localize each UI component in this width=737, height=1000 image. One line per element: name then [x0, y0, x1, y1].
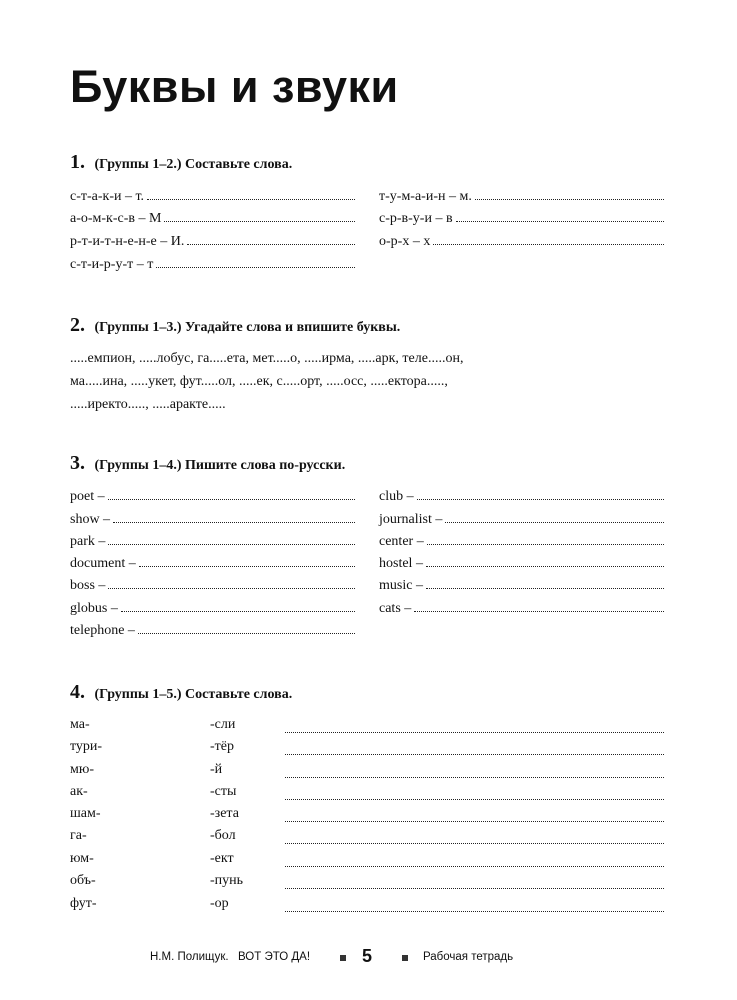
ex3-right-item-1[interactable]: club – [379, 485, 664, 507]
exercise-1-header [70, 151, 292, 174]
ex4-syllable-start-1: ма- [70, 717, 90, 732]
exercise-4-instruction: (Группы 1–5.) Составьте слова. [94, 687, 293, 702]
page-footer [0, 946, 737, 970]
ex1-left-item-1[interactable]: с-т-а-к-и – т. [70, 185, 355, 207]
ex4-syllable-start-7: юм- [70, 851, 94, 866]
ex4-answer-line-8[interactable] [285, 874, 664, 889]
ex3-right-item-4[interactable]: hostel – [379, 552, 664, 574]
ex4-answer-line-9[interactable] [285, 897, 664, 912]
ex1-right-item-3[interactable]: о-р-х – х [379, 230, 664, 252]
ex2-line-2[interactable]: ма.....ина, .....укет, фут.....ол, .....ек, с.....орт, .....осс, .....ектора....., [70, 374, 448, 389]
ex4-syllable-start-9: фут- [70, 896, 97, 911]
ex3-right-item-2[interactable]: journalist – [379, 508, 664, 530]
footer-separator-right [402, 955, 408, 961]
exercise-1-instruction: (Группы 1–2.) Составьте слова. [94, 157, 293, 172]
ex3-left-item-4[interactable]: document – [70, 552, 355, 574]
exercise-2-instruction: (Группы 1–3.) Угадайте слова и впишите буквы. [94, 320, 401, 335]
ex4-syllable-start-5: шам- [70, 806, 101, 821]
ex1-left-item-4[interactable]: с-т-и-р-у-т – т [70, 253, 355, 275]
ex4-syllable-end-1: -сли [210, 717, 236, 732]
ex3-left-item-1[interactable]: poet – [70, 485, 355, 507]
ex3-right-item-6[interactable]: cats – [379, 597, 664, 619]
ex3-left-item-3[interactable]: park – [70, 530, 355, 552]
exercise-1-number: 1. [70, 151, 85, 173]
ex4-syllable-end-3: -й [210, 762, 223, 777]
page-title: Буквы и звуки [70, 61, 399, 112]
ex1-left-item-3[interactable]: р-т-и-т-н-е-н-е – И. [70, 230, 355, 252]
ex4-syllable-start-6: га- [70, 828, 87, 843]
footer-author: Н.М. Полищук. [150, 951, 229, 963]
ex4-syllable-end-8: -пунь [210, 873, 244, 888]
exercise-4-header [70, 681, 292, 704]
footer-separator-left [340, 955, 346, 961]
ex4-syllable-end-9: -ор [210, 896, 229, 911]
ex4-syllable-start-4: ак- [70, 784, 88, 799]
ex3-right-item-3[interactable]: center – [379, 530, 664, 552]
page-number: 5 [362, 946, 373, 966]
exercise-2-header [70, 314, 400, 337]
ex2-line-3[interactable]: .....иректо....., .....аракте..... [70, 397, 226, 412]
exercise-3-number: 3. [70, 452, 85, 474]
ex4-syllable-end-2: -тёр [210, 739, 234, 754]
ex4-syllable-start-2: тури- [70, 739, 103, 754]
ex4-syllable-end-7: -ект [210, 851, 234, 866]
ex4-answer-line-7[interactable] [285, 852, 664, 867]
ex4-answer-line-3[interactable] [285, 763, 664, 778]
ex4-answer-line-6[interactable] [285, 829, 664, 844]
footer-book-title: ВОТ ЭТО ДА! [238, 951, 311, 963]
ex4-syllable-end-6: -бол [210, 828, 236, 843]
ex1-left-item-2[interactable]: а-о-м-к-с-в – М [70, 207, 355, 229]
ex4-syllable-start-8: объ- [70, 873, 96, 888]
ex4-answer-line-1[interactable] [285, 718, 664, 733]
footer-subtitle: Рабочая тетрадь [423, 951, 514, 963]
ex4-syllable-end-5: -зета [210, 806, 239, 821]
ex1-right-item-1[interactable]: т-у-м-а-и-н – м. [379, 185, 664, 207]
ex4-answer-line-4[interactable] [285, 785, 664, 800]
ex1-right-item-2[interactable]: с-р-в-у-и – в [379, 207, 664, 229]
exercise-3-header [70, 452, 345, 475]
exercise-3-instruction: (Группы 1–4.) Пишите слова по-русски. [94, 458, 346, 473]
ex4-syllable-end-4: -сты [210, 784, 237, 799]
ex4-syllable-start-3: мю- [70, 762, 94, 777]
ex3-left-item-2[interactable]: show – [70, 508, 355, 530]
ex2-line-1[interactable]: .....емпион, .....лобус, га.....ета, мет.....о, .....ирма, .....арк, теле.....он, [70, 351, 464, 366]
ex4-answer-line-2[interactable] [285, 740, 664, 755]
exercise-4-number: 4. [70, 681, 85, 703]
ex3-left-item-5[interactable]: boss – [70, 574, 355, 596]
ex4-answer-line-5[interactable] [285, 807, 664, 822]
ex3-right-item-5[interactable]: music – [379, 574, 664, 596]
exercise-2-number: 2. [70, 314, 85, 336]
ex3-left-item-6[interactable]: globus – [70, 597, 355, 619]
ex3-left-item-7[interactable]: telephone – [70, 619, 355, 641]
